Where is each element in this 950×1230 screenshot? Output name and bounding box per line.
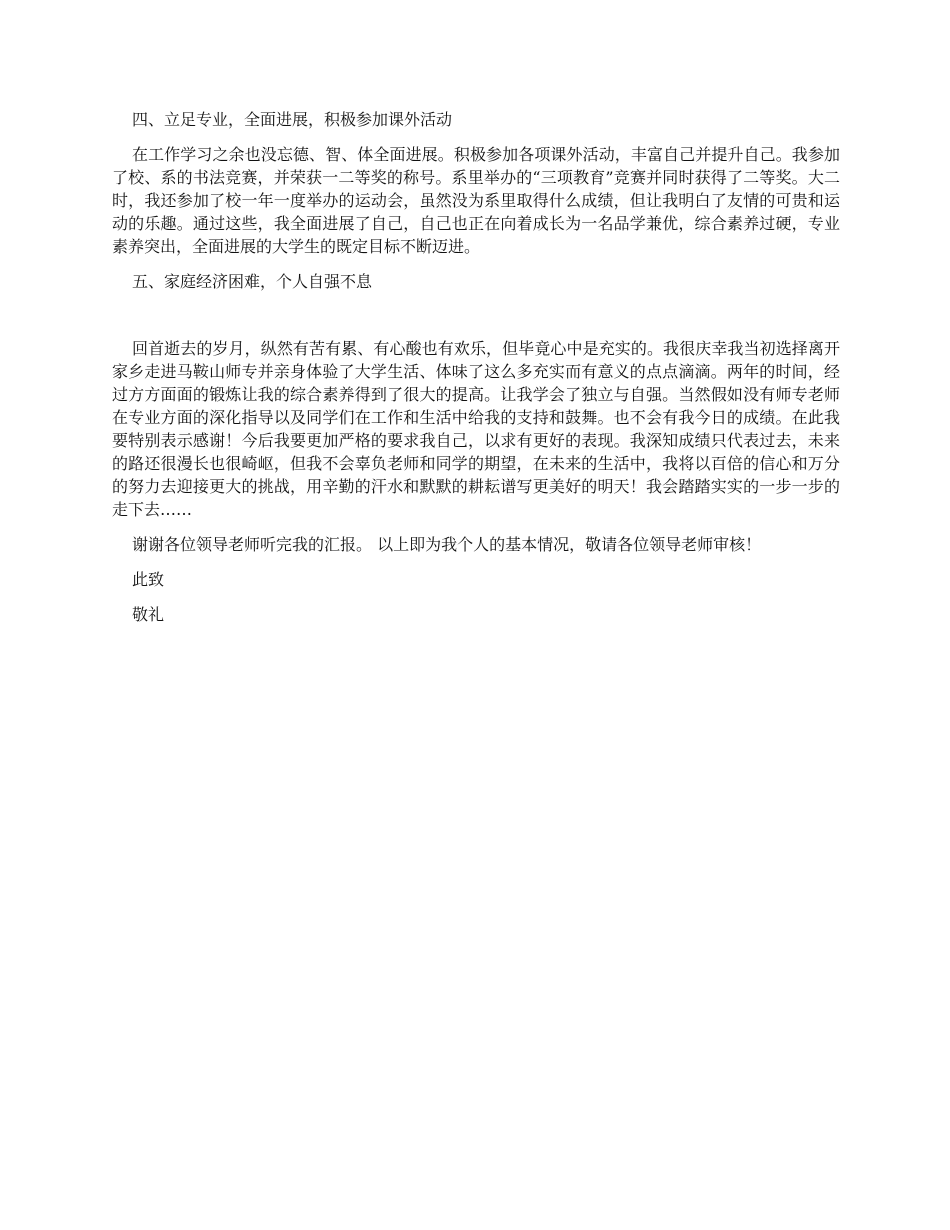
paragraph-thanks: 谢谢各位领导老师听完我的汇报。 以上即为我个人的基本情况，敬请各位领导老师审核！ <box>132 535 762 554</box>
paragraph-reflection: 回首逝去的岁月，纵然有苦有累、有心酸也有欢乐，但毕竟心中是充实的。我很庆幸我当初选择离开家乡走进马鞍山师专并亲身体验了大学生活、体味了这么多充实而有意义的点点滴滴。两年的时间，经过方方面面的锻炼让我的综合素养得到了很大的提高。让我学会了独立与自强。当然假如没有师专老师在专业方面的深化指导以及同学们在工作和生活中给我的支持和鼓舞。也不会有我今日的成绩。在此我要特别表示感谢！今后我要更加严格的要求我自己，以求有更好的表现。我深知成绩只代表过去，未来的路还很漫长也很崎岖，但我不会辜负老师和同学的期望，在未来的生活中，我将以百倍的信心和万分的努力去迎接更大的挑战，用辛勤的汗水和默默的耕耘谱写更美好的明天！我会踏踏实实的一步一步的走下去…… <box>112 339 840 519</box>
spacer <box>112 131 840 143</box>
closing-regards: 敬礼 <box>132 605 165 624</box>
spacer <box>112 556 840 568</box>
spacer <box>112 258 840 270</box>
spacer <box>112 293 840 337</box>
closing-salutation: 此致 <box>132 570 165 589</box>
spacer <box>112 591 840 603</box>
section-heading-5: 五、家庭经济困难，个人自强不息 <box>132 272 373 291</box>
paragraph-activities: 在工作学习之余也没忘德、智、体全面进展。积极参加各项课外活动，丰富自己并提升自己。我参加了校、系的书法竞赛，并荣获一二等奖的称号。系里举办的“三项教育”竞赛并同时获得了二等奖。大二时，我还参加了校一年一度举办的运动会，虽然没为系里取得什么成绩，但让我明白了友情的可贵和运动的乐趣。通过这些，我全面进展了自己，自己也正在向着成长为一名品学兼优，综合素养过硬，专业素养突出，全面进展的大学生的既定目标不断迈进。 <box>112 145 840 256</box>
spacer <box>112 521 840 533</box>
section-heading-4: 四、立足专业，全面进展，积极参加课外活动 <box>132 110 453 129</box>
document-page <box>112 108 840 626</box>
